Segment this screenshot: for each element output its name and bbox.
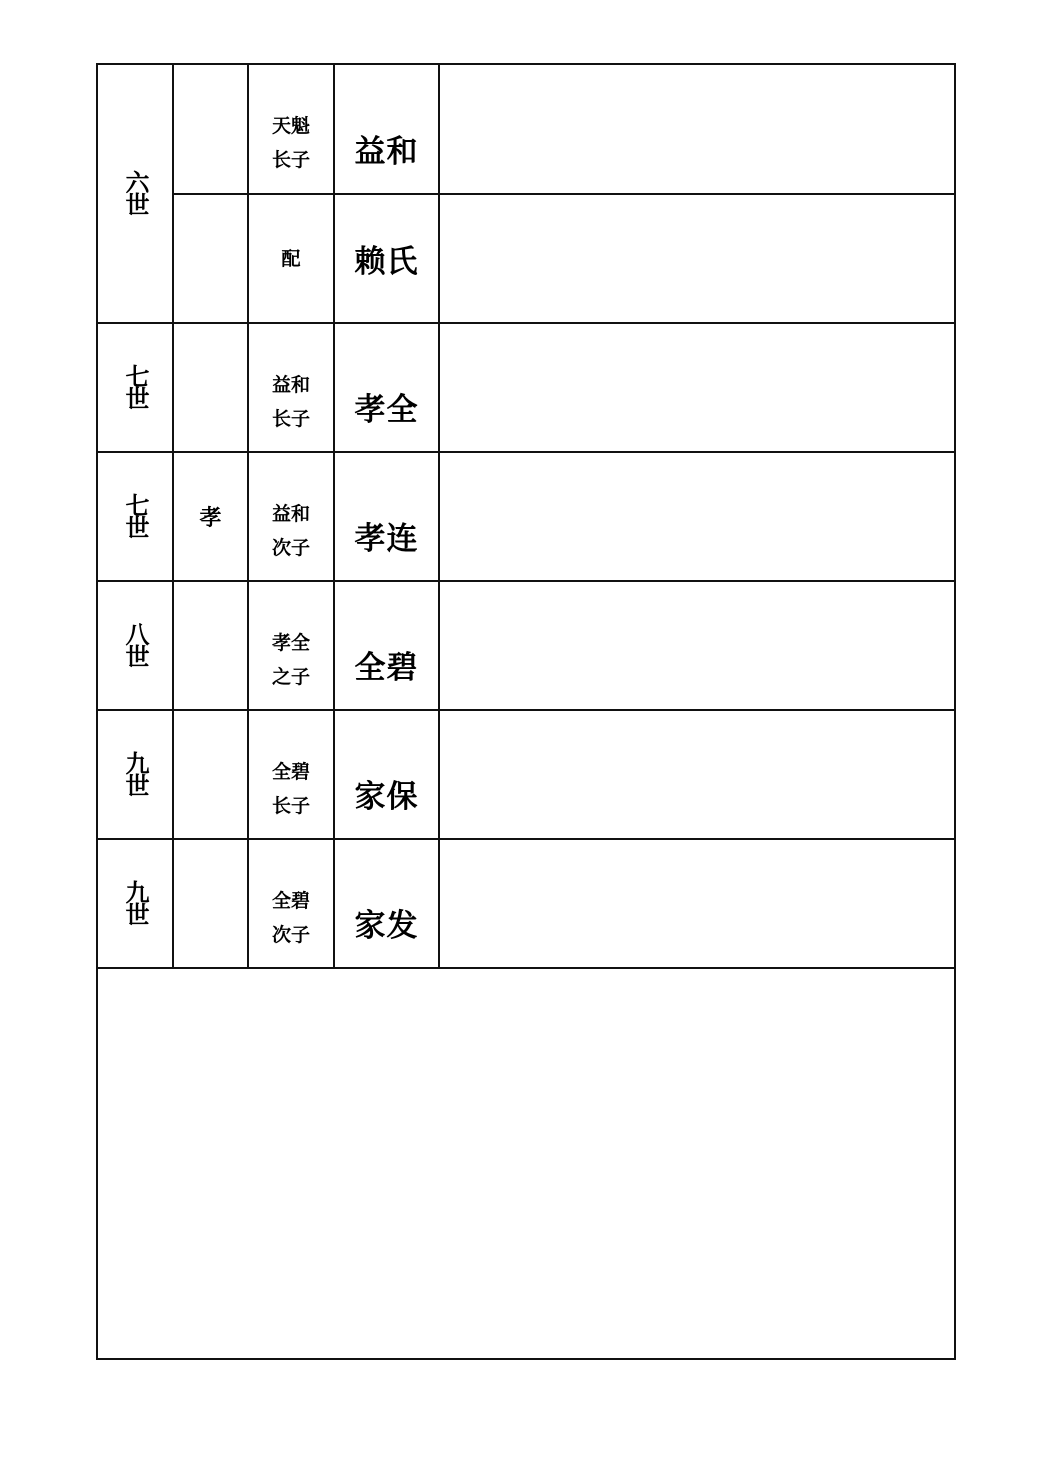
name-cell xyxy=(334,452,439,581)
relation-cell xyxy=(248,65,334,194)
relation-label: 益和 长子 xyxy=(271,373,310,430)
table-row xyxy=(98,839,954,968)
person-name: 孝连 xyxy=(354,521,419,557)
generation-cell xyxy=(98,323,173,452)
relation-label: 孝全 之子 xyxy=(271,631,310,688)
relation-cell xyxy=(248,323,334,452)
name-cell xyxy=(334,839,439,968)
name-cell xyxy=(334,710,439,839)
name-cell xyxy=(334,581,439,710)
note-cell xyxy=(439,710,954,839)
person-name: 益和 xyxy=(354,133,419,170)
note-cell xyxy=(439,581,954,710)
note-cell xyxy=(439,323,954,452)
generation-cell xyxy=(98,581,173,710)
mark-cell xyxy=(173,65,248,194)
relation-cell xyxy=(248,839,334,968)
relation-cell xyxy=(248,194,334,323)
person-name: 赖氏 xyxy=(354,244,419,280)
relation-cell xyxy=(248,581,334,710)
relation-label: 配 xyxy=(281,247,301,270)
person-name: 全碧 xyxy=(354,650,419,686)
table-row xyxy=(98,194,954,323)
table-row xyxy=(98,65,954,194)
relation-cell xyxy=(248,710,334,839)
note-cell xyxy=(439,65,954,194)
generation-label: 八世 xyxy=(121,621,150,666)
mark-cell xyxy=(173,194,248,323)
relation-cell xyxy=(248,452,334,581)
generation-cell xyxy=(98,452,173,581)
name-cell xyxy=(334,194,439,323)
mark-cell xyxy=(173,710,248,839)
mark-cell xyxy=(173,452,248,581)
relation-label: 益和 次子 xyxy=(271,502,310,559)
mark-label: 孝 xyxy=(199,505,222,531)
note-cell xyxy=(439,452,954,581)
mark-cell xyxy=(173,839,248,968)
genealogy-table xyxy=(98,65,954,969)
blank-notes-area xyxy=(98,971,954,1358)
person-name: 家保 xyxy=(354,779,419,815)
genealogy-page xyxy=(96,63,956,1360)
name-cell xyxy=(334,65,439,194)
relation-label: 全碧 长子 xyxy=(271,760,310,817)
generation-label: 六世 xyxy=(121,169,150,214)
generation-label: 七世 xyxy=(121,363,150,408)
table-row xyxy=(98,452,954,581)
person-name: 家发 xyxy=(354,908,419,944)
generation-cell xyxy=(98,839,173,968)
mark-cell xyxy=(173,581,248,710)
generation-cell xyxy=(98,710,173,839)
name-cell xyxy=(334,323,439,452)
relation-label: 全碧 次子 xyxy=(271,889,310,946)
table-row xyxy=(98,581,954,710)
generation-label: 九世 xyxy=(121,879,150,924)
generation-label: 九世 xyxy=(121,750,150,795)
generation-label: 七世 xyxy=(121,492,150,537)
relation-label: 天魁 长子 xyxy=(271,115,310,171)
note-cell xyxy=(439,839,954,968)
generation-cell xyxy=(98,65,173,323)
person-name: 孝全 xyxy=(354,392,419,428)
mark-cell xyxy=(173,323,248,452)
table-row xyxy=(98,323,954,452)
note-cell xyxy=(439,194,954,323)
table-row xyxy=(98,710,954,839)
